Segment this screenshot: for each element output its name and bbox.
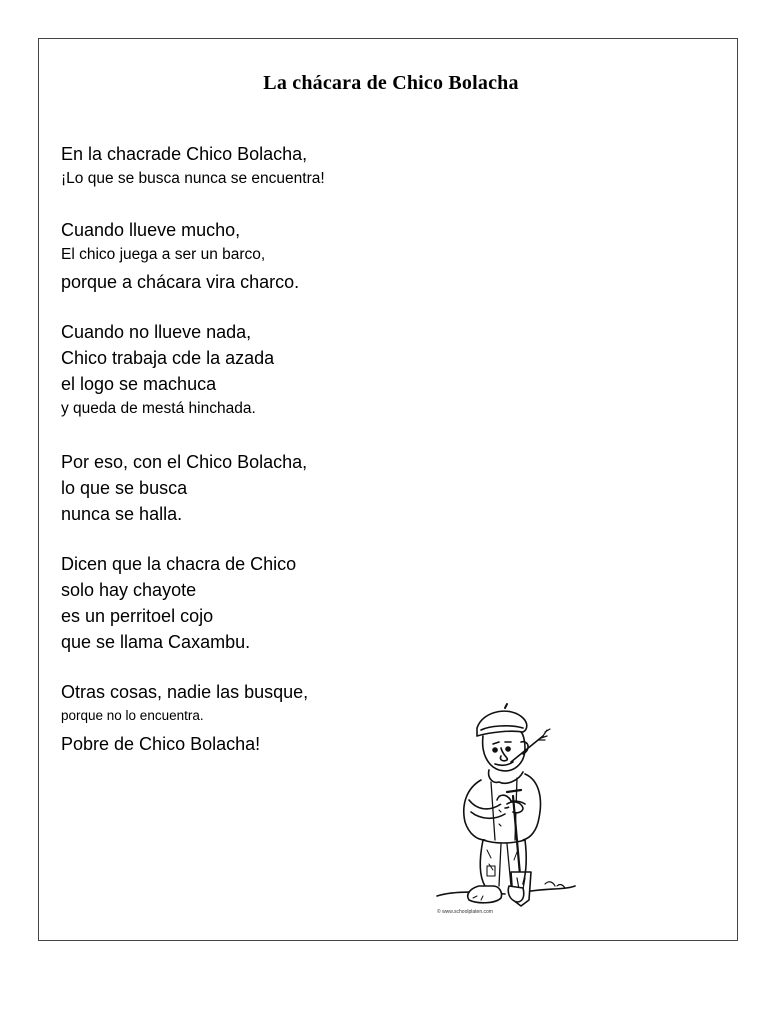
poem-line: Cuando llueve mucho, bbox=[61, 220, 241, 240]
poem-line: es un perritoel cojo bbox=[61, 606, 214, 626]
poem-line: el logo se machuca bbox=[61, 374, 217, 394]
poem-line: Cuando no llueve nada, bbox=[61, 322, 252, 342]
poem-line: El chico juega a ser un barco, bbox=[61, 246, 266, 263]
poem-line: ¡Lo que se busca nunca se encuentra! bbox=[61, 170, 325, 187]
poem-line: lo que se busca bbox=[61, 478, 188, 498]
poem-line: nunca se halla. bbox=[61, 504, 183, 524]
poem-title: La chácara de Chico Bolacha bbox=[263, 72, 519, 94]
illustration-credit: © www.schoolplaten.com bbox=[437, 909, 493, 915]
poem-line: solo hay chayote bbox=[61, 580, 197, 600]
poem-line: Chico trabaja cde la azada bbox=[61, 348, 275, 368]
poem-line: Otras cosas, nadie las busque, bbox=[61, 682, 309, 702]
poem-line: Pobre de Chico Bolacha! bbox=[61, 734, 261, 754]
poem-line: porque no lo encuentra. bbox=[61, 708, 204, 723]
poem-line: Por eso, con el Chico Bolacha, bbox=[61, 452, 308, 472]
poem-line: y queda de mestá hinchada. bbox=[61, 400, 256, 417]
poem-line: En la chacrade Chico Bolacha, bbox=[61, 144, 308, 164]
poem-line: que se llama Caxambu. bbox=[61, 632, 251, 652]
poem-line: Dicen que la chacra de Chico bbox=[61, 554, 297, 574]
farmer-with-shovel-illustration bbox=[425, 700, 595, 922]
poem-line: porque a chácara vira charco. bbox=[61, 272, 300, 292]
